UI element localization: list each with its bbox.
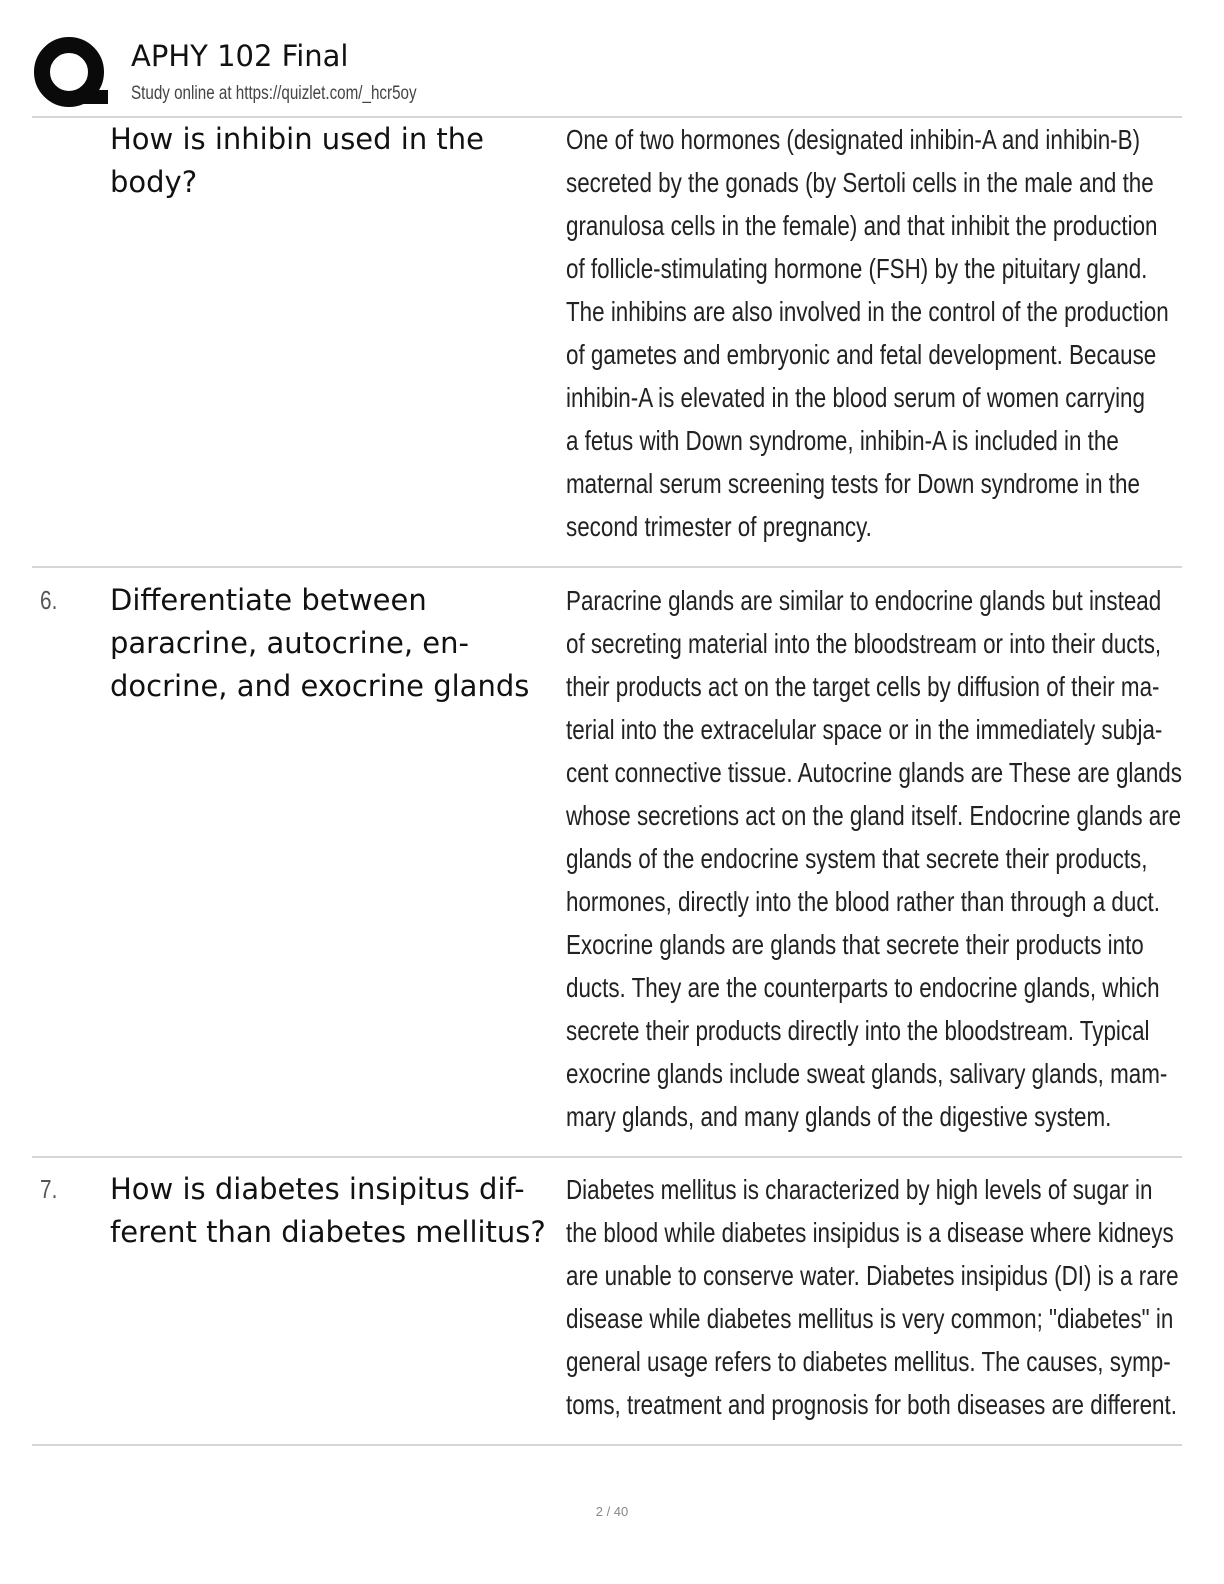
definition-line: secreted by the gonads (by Sertoli cells in the male and the bbox=[566, 167, 1154, 198]
definition-line: cent connective tissue. Autocrine glands are These are glands bbox=[566, 757, 1182, 788]
definition-line: hormones, directly into the blood rather than through a duct. bbox=[566, 886, 1160, 917]
definition-line: Paracrine glands are similar to endocrine glands but instead bbox=[566, 585, 1162, 616]
term-line: paracrine, autocrine, en- bbox=[110, 626, 469, 660]
card-definition bbox=[566, 1168, 1179, 1426]
definition-line: Exocrine glands are glands that secrete their products into bbox=[566, 929, 1144, 960]
definition-line: disease while diabetes mellitus is very common; "diabetes" in bbox=[566, 1303, 1174, 1334]
definition-line: second trimester of pregnancy. bbox=[566, 511, 872, 542]
definition-line: their products act on the target cells by diffusion of their ma- bbox=[566, 671, 1160, 702]
definition-line: general usage refers to diabetes mellitus. The causes, symp- bbox=[566, 1346, 1171, 1377]
definition-line: toms, treatment and prognosis for both diseases are different. bbox=[566, 1389, 1177, 1420]
definition-line: secrete their products directly into the bloodstream. Typical bbox=[566, 1015, 1150, 1046]
definition-line: of secreting material into the bloodstream or into their ducts, bbox=[566, 628, 1162, 659]
card-definition bbox=[566, 118, 1169, 548]
term-line: How is inhibin used in the bbox=[110, 122, 485, 156]
card-definition bbox=[566, 579, 1182, 1138]
definition-line: Diabetes mellitus is characterized by high levels of sugar in bbox=[566, 1174, 1153, 1205]
divider bbox=[32, 1156, 1182, 1158]
definition-line: glands of the endocrine system that secrete their products, bbox=[566, 843, 1148, 874]
term-line: docrine, and exocrine glands bbox=[110, 669, 530, 703]
term-line: Differentiate between bbox=[110, 583, 427, 617]
card-term bbox=[110, 579, 560, 708]
definition-line: terial into the extracelular space or in the immediately subja- bbox=[566, 714, 1163, 745]
definition-line: ducts. They are the counterparts to endocrine glands, which bbox=[566, 972, 1160, 1003]
definition-line: maternal serum screening tests for Down syndrome in the bbox=[566, 468, 1140, 499]
definition-line: inhibin-A is elevated in the blood serum of women carrying bbox=[566, 382, 1145, 413]
definition-line: whose secretions act on the gland itself. Endocrine glands are bbox=[566, 800, 1182, 831]
card-number: 7. bbox=[40, 1174, 58, 1204]
quizlet-logo-icon bbox=[34, 36, 108, 110]
definition-line: are unable to conserve water. Diabetes insipidus (DI) is a rare bbox=[566, 1260, 1179, 1291]
card-number: 6. bbox=[40, 585, 58, 615]
definition-line: a fetus with Down syndrome, inhibin-A is included in the bbox=[566, 425, 1119, 456]
page-number: 2 / 40 bbox=[595, 1504, 629, 1519]
definition-line: of follicle-stimulating hormone (FSH) by the pituitary gland. bbox=[566, 253, 1148, 284]
term-line: How is diabetes insipitus dif- bbox=[110, 1172, 525, 1206]
definition-line: The inhibins are also involved in the control of the production bbox=[566, 296, 1169, 327]
deck-title: APHY 102 Final bbox=[131, 39, 349, 73]
definition-line: mary glands, and many glands of the digestive system. bbox=[566, 1101, 1112, 1132]
definition-line: the blood while diabetes insipidus is a disease where kidneys bbox=[566, 1217, 1174, 1248]
study-online-link[interactable]: Study online at https://quizlet.com/_hcr5oy bbox=[131, 83, 417, 104]
card-term bbox=[110, 1168, 560, 1254]
card-term bbox=[110, 118, 560, 204]
definition-line: One of two hormones (designated inhibin-A and inhibin-B) bbox=[566, 124, 1141, 155]
page-header bbox=[34, 30, 1184, 114]
divider bbox=[32, 566, 1182, 568]
definition-line: of gametes and embryonic and fetal development. Because bbox=[566, 339, 1157, 370]
definition-line: exocrine glands include sweat glands, salivary glands, mam- bbox=[566, 1058, 1168, 1089]
term-line: ferent than diabetes mellitus? bbox=[110, 1215, 546, 1249]
term-line: body? bbox=[110, 165, 198, 199]
divider bbox=[32, 1444, 1182, 1446]
definition-line: granulosa cells in the female) and that inhibit the production bbox=[566, 210, 1158, 241]
